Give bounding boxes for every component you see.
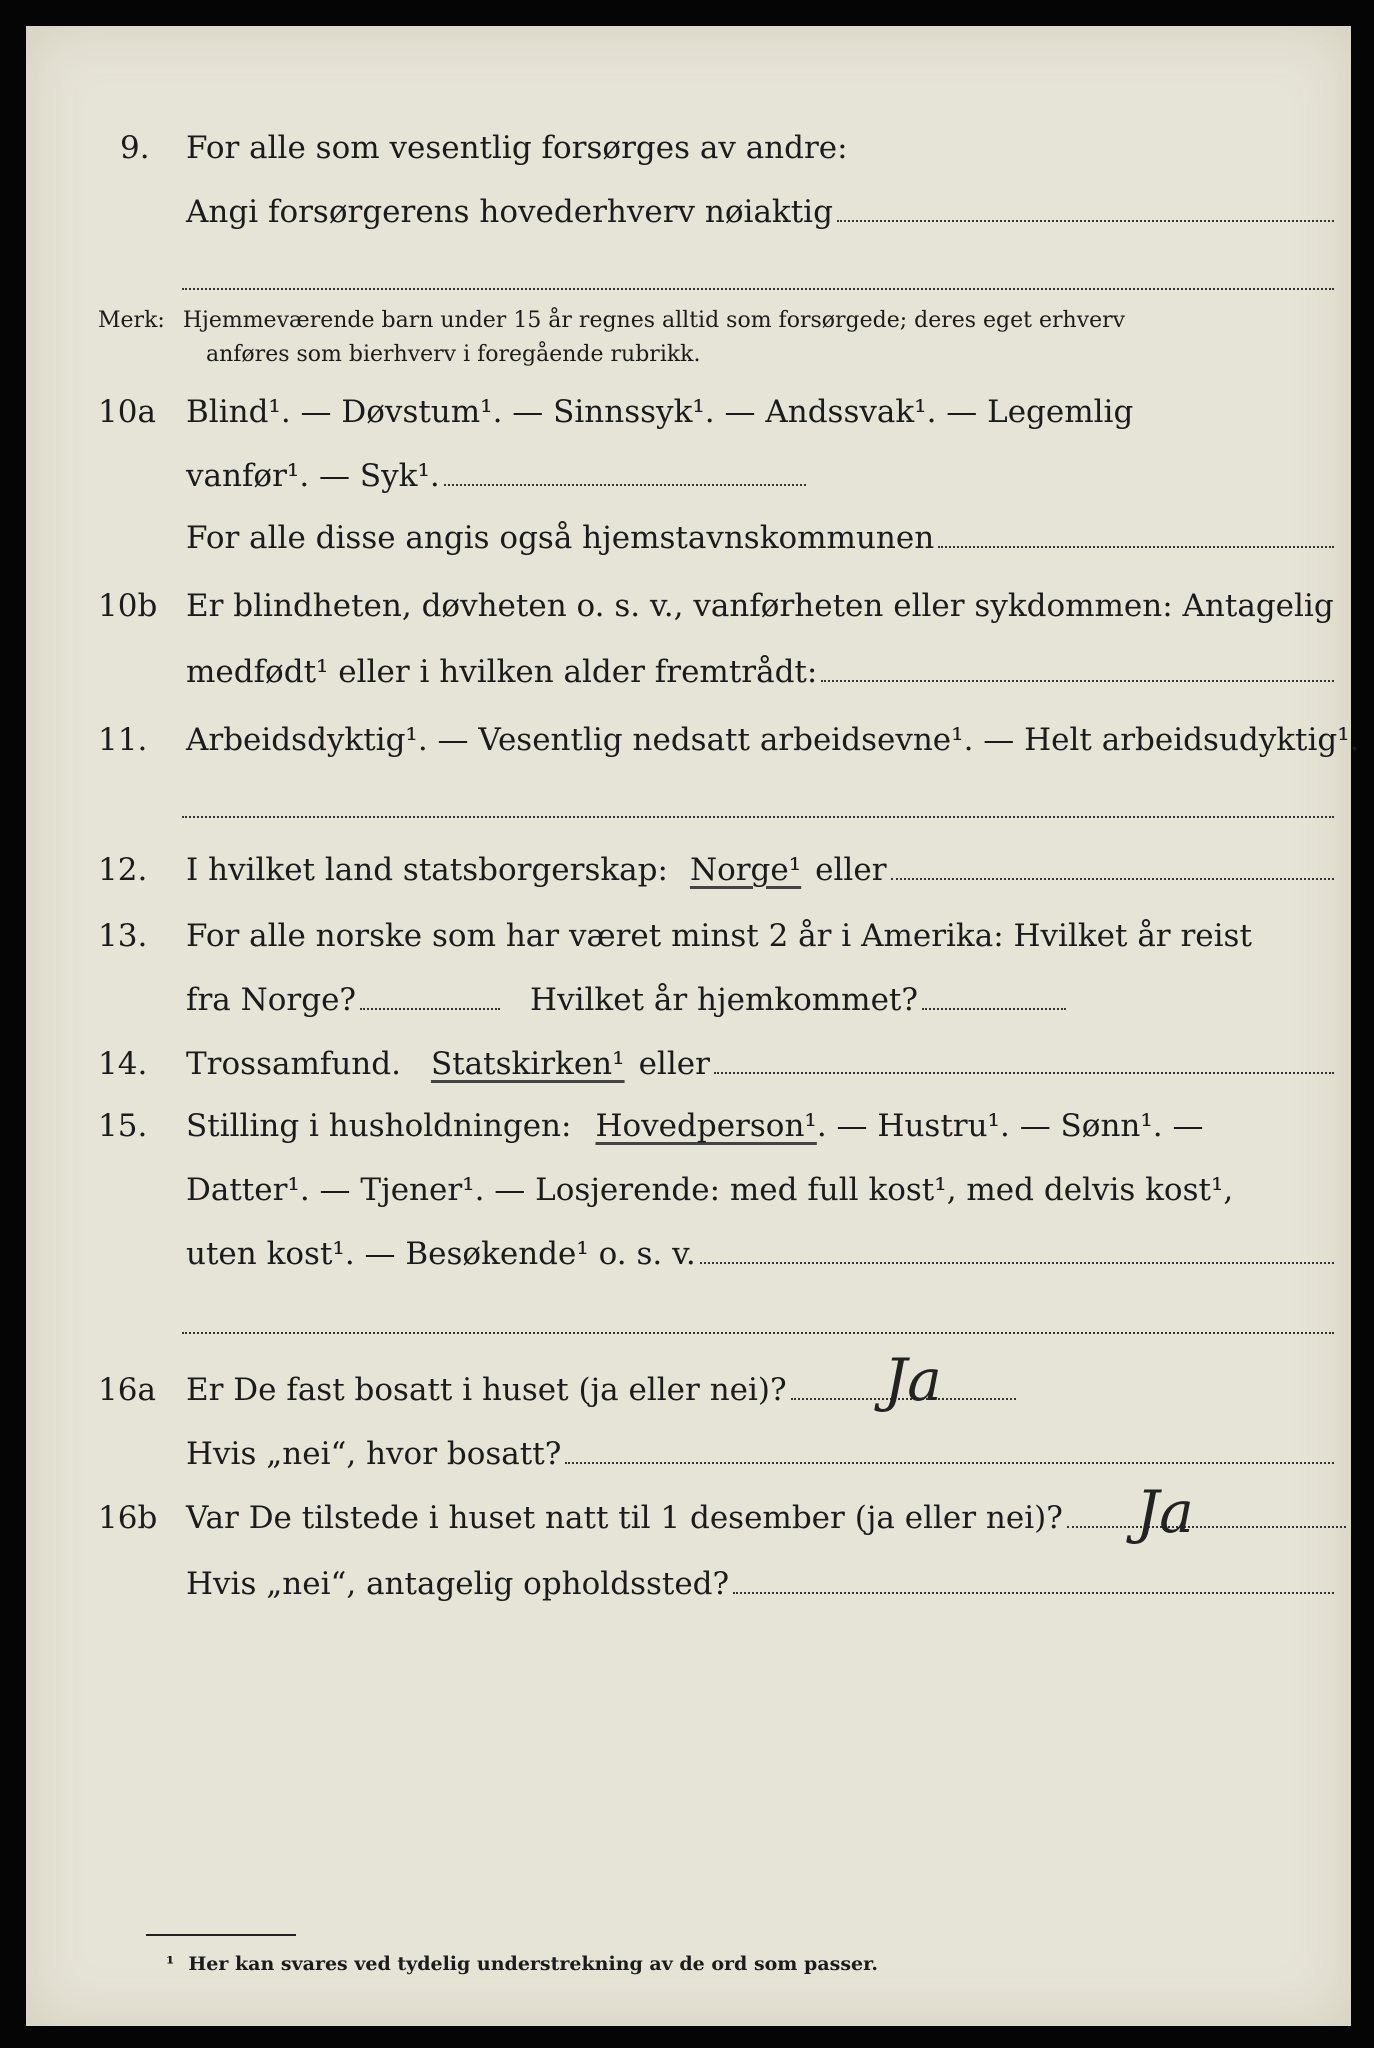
q14-line1 xyxy=(186,1046,1334,1082)
q15-line3-text: uten kost¹. — Besøkende¹ o. s. v. xyxy=(186,1236,696,1272)
q16b-line2 xyxy=(186,1566,1334,1602)
q10a-line1 xyxy=(186,394,1133,430)
q9-line1-text: For alle som vesentlig forsørges av andre: xyxy=(186,130,848,166)
q10b-line1-text: Er blindheten, døvheten o. s. v., vanførheten eller sykdommen: Antagelig xyxy=(186,588,1334,624)
q13-hjem-line[interactable] xyxy=(922,1007,1066,1010)
q14-answer-line[interactable] xyxy=(714,1071,1334,1074)
q12-number: 12. xyxy=(98,852,148,888)
q9-answer-line[interactable] xyxy=(837,219,1334,222)
q16b-number: 16b xyxy=(98,1500,158,1536)
q10a-number: 10a xyxy=(98,394,156,430)
q10b-number: 10b xyxy=(98,588,158,624)
q13-line1 xyxy=(186,918,1252,954)
q12-post: eller xyxy=(815,852,887,888)
q14-number: 14. xyxy=(98,1046,148,1082)
q15-line2 xyxy=(186,1172,1233,1208)
q15-line3 xyxy=(186,1236,1334,1272)
merk-line1 xyxy=(98,308,1125,333)
q9-line2 xyxy=(186,194,1334,230)
q10a-line3-text: For alle disse angis også hjemstavnskommunen xyxy=(186,520,935,556)
q13-line2a: fra Norge? xyxy=(186,982,357,1018)
q15-extra-line[interactable] xyxy=(182,1332,1334,1334)
q9-line1 xyxy=(186,130,848,166)
q9-number: 9. xyxy=(120,130,150,166)
q10b-answer-line[interactable] xyxy=(821,679,1334,682)
merk-text2: anføres som bierhverv i foregående rubrikk. xyxy=(206,342,701,367)
q12-answer-line[interactable] xyxy=(891,877,1334,880)
merk-label: Merk: xyxy=(98,308,165,333)
q10a-syk-line[interactable] xyxy=(444,483,806,486)
q16a-number: 16a xyxy=(98,1372,156,1408)
q13-line2 xyxy=(186,982,1066,1018)
q10a-line1-text: Blind¹. — Døvstum¹. — Sinnssyk¹. — Andssvak¹. — Legemlig xyxy=(186,394,1134,430)
form-page xyxy=(26,26,1360,2026)
q13-line1-text: For alle norske som har været minst 2 år i Amerika: Hvilket år reist xyxy=(186,918,1252,954)
q10b-line1 xyxy=(186,588,1334,624)
q15-hovedperson[interactable]: Hovedperson¹ xyxy=(595,1108,817,1144)
q16b-handwritten-answer: Ja xyxy=(1136,1478,1194,1546)
q16a-line1-text: Er De fast bosatt i huset (ja eller nei)? xyxy=(186,1372,787,1408)
q9-extra-line[interactable] xyxy=(182,288,1334,290)
footnote-text: Her kan svares ved tydelig understrekning av de ord som passer. xyxy=(188,1953,878,1975)
q10a-kommune-line[interactable] xyxy=(938,545,1334,548)
merk-text1: Hjemmeværende barn under 15 år regnes alltid som forsørgede; deres eget erhverv xyxy=(182,308,1126,333)
q14-pre: Trossamfund. xyxy=(186,1046,401,1082)
q16a-handwritten-answer: Ja xyxy=(884,1346,942,1414)
q9-line2-text: Angi forsørgerens hovederhverv nøiaktig xyxy=(186,194,833,230)
merk-line2 xyxy=(206,342,701,367)
q16b-line1-text: Var De tilstede i huset natt til 1 desember (ja eller nei)? xyxy=(186,1500,1063,1536)
q12-norge[interactable]: Norge¹ xyxy=(689,852,802,888)
q11-number: 11. xyxy=(98,722,148,758)
q13-line2b: Hvilket år hjemkommet? xyxy=(530,982,919,1018)
q12-line1 xyxy=(186,852,1334,888)
q16a-line2 xyxy=(186,1436,1334,1472)
q13-reist-line[interactable] xyxy=(360,1007,500,1010)
q10a-line2-text: vanfør¹. — Syk¹. xyxy=(186,458,440,494)
footnote xyxy=(166,1953,878,1975)
q14-post: eller xyxy=(638,1046,710,1082)
footnote-rule xyxy=(146,1934,296,1936)
q11-answer-line[interactable] xyxy=(182,816,1334,818)
q11-line1 xyxy=(186,722,1360,758)
q16a-line2-text: Hvis „nei“, hvor bosatt? xyxy=(186,1436,562,1472)
q16b-opholdssted-line[interactable] xyxy=(733,1591,1334,1594)
q15-rest1: . — Hustru¹. — Sønn¹. — xyxy=(816,1108,1204,1144)
q12-pre: I hvilket land statsborgerskap: xyxy=(186,852,668,888)
q15-line1 xyxy=(186,1108,1204,1144)
q10a-line2 xyxy=(186,458,806,494)
q11-line1-text: Arbeidsdyktig¹. — Vesentlig nedsatt arbeidsevne¹. — Helt arbeidsudyktig¹. xyxy=(186,722,1360,758)
q15-number: 15. xyxy=(98,1108,148,1144)
q14-statskirken[interactable]: Statskirken¹ xyxy=(430,1046,625,1082)
q16b-line2-text: Hvis „nei“, antagelig opholdssted? xyxy=(186,1566,730,1602)
q15-line2-text: Datter¹. — Tjener¹. — Losjerende: med full kost¹, med delvis kost¹, xyxy=(186,1172,1234,1208)
q16b-answer-line[interactable] xyxy=(1067,1525,1346,1528)
q10b-line2-text: medfødt¹ eller i hvilken alder fremtrådt: xyxy=(186,654,818,690)
q15-pre: Stilling i husholdningen: xyxy=(186,1108,572,1144)
footnote-mark: ¹ xyxy=(166,1953,175,1975)
q15-answer-line[interactable] xyxy=(700,1261,1334,1264)
q10a-line3 xyxy=(186,520,1334,556)
q10b-line2 xyxy=(186,654,1334,690)
q16a-bosatt-line[interactable] xyxy=(565,1461,1334,1464)
q13-number: 13. xyxy=(98,918,148,954)
